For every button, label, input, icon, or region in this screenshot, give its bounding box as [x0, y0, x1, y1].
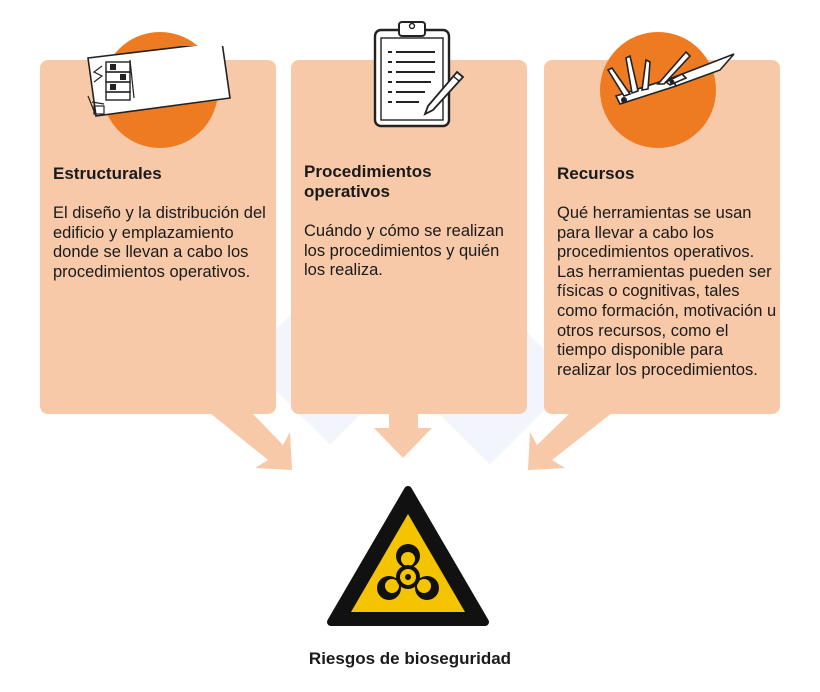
card-body: Cuándo y cómo se realizan los procedimientos y quién los realiza.	[304, 222, 504, 280]
multitool-icon	[602, 48, 742, 118]
card-operational-procedures	[291, 60, 527, 414]
card-title: Estructurales	[53, 164, 162, 183]
card-title: Procedimientos operativos	[304, 162, 432, 201]
arrow-left	[210, 413, 292, 470]
biohazard-warning-icon	[325, 484, 491, 628]
arrow-center	[374, 413, 432, 458]
card-title: Recursos	[557, 164, 635, 183]
result-label: Riesgos de bioseguridad	[308, 649, 512, 668]
building-floor-plan-icon	[84, 46, 234, 134]
arrow-right	[528, 413, 612, 470]
card-body: El diseño y la distribución del edificio y emplazamiento donde se llevan a cabo los procedimientos operativos.	[53, 204, 266, 281]
clipboard-checklist-icon	[371, 20, 467, 132]
card-resources	[544, 60, 780, 414]
card-structural	[40, 60, 276, 414]
card-body: Qué herramientas se usan para llevar a cabo los procedimientos operativos. Las herramientas pueden ser físicas o cognitivas, tales como formación, motivación u otros recursos, como el tiempo disponible para realizar los procedimientos.	[557, 204, 777, 379]
